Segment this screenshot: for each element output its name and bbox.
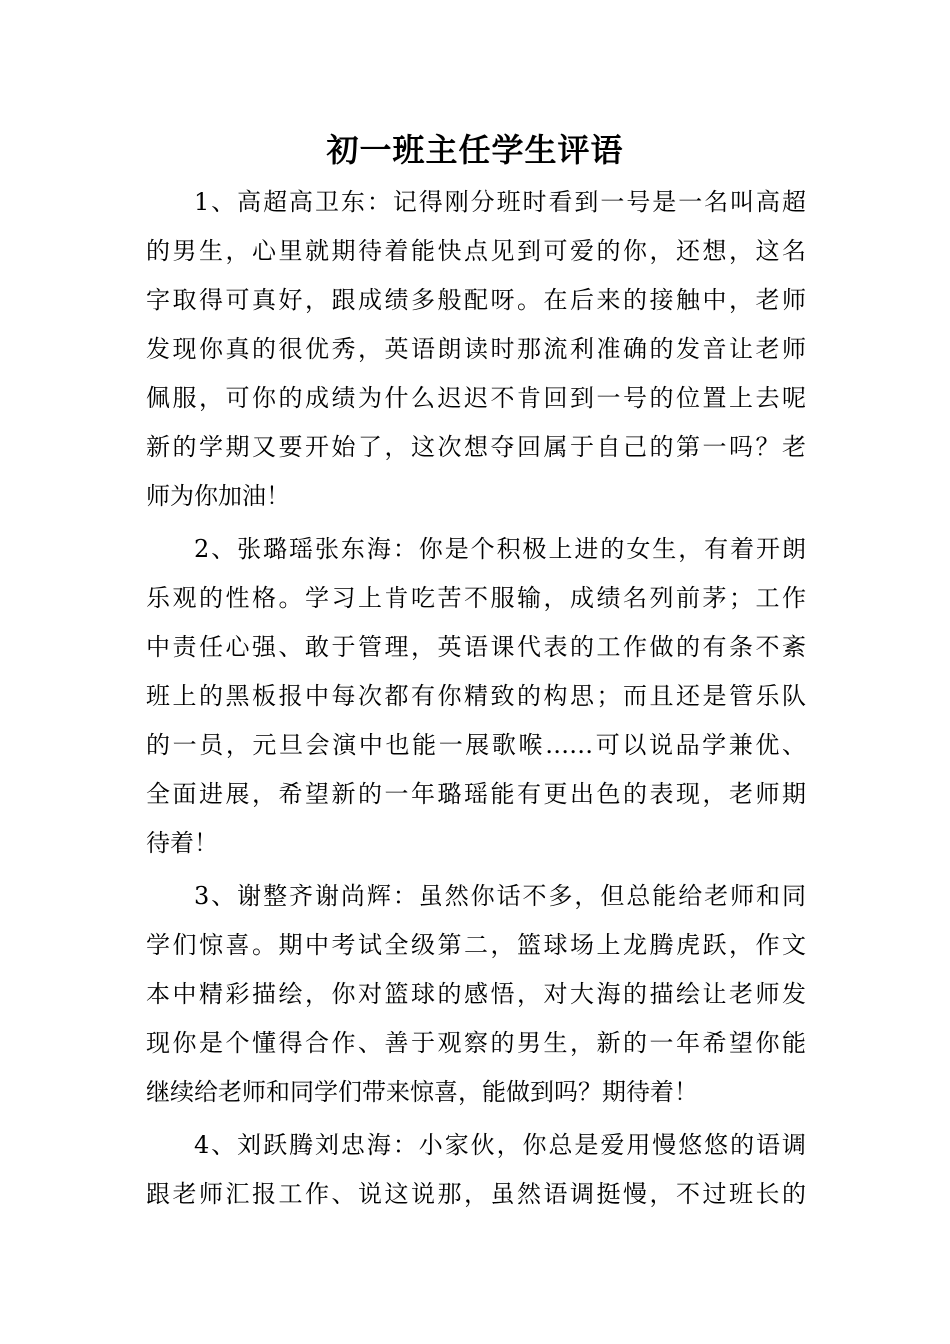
paragraph-1-line-5: 佩服，可你的成绩为什么迟迟不肯回到一号的位置上去呢 xyxy=(146,384,806,412)
paragraph-1-line-1: 1、高超高卫东：记得刚分班时看到一号是一名叫高超 xyxy=(194,188,806,216)
paragraph-2-line-6: 全面进展，希望新的一年璐瑶能有更出色的表现，老师期 xyxy=(146,780,806,808)
paragraph-3-line-5: 继续给老师和同学们带来惊喜，能做到吗？期待着！ xyxy=(146,1078,698,1106)
paragraph-2-line-4: 班上的黑板报中每次都有你精致的构思；而且还是管乐队 xyxy=(146,682,806,710)
paragraph-2-line-2: 乐观的性格。学习上肯吃苦不服输，成绩名列前茅；工作 xyxy=(146,584,806,612)
paragraph-2-line-3: 中责任心强、敢于管理，英语课代表的工作做的有条不紊 xyxy=(146,633,806,661)
paragraph-1-line-4: 发现你真的很优秀，英语朗读时那流利准确的发音让老师 xyxy=(146,335,806,363)
paragraph-2-line-7: 待着！ xyxy=(146,829,218,857)
paragraph-2-line-5: 的一员，元旦会演中也能一展歌喉……可以说品学兼优、 xyxy=(146,731,806,759)
paragraph-1-line-2: 的男生，心里就期待着能快点见到可爱的你，还想，这名 xyxy=(146,237,806,265)
paragraph-3-line-2: 学们惊喜。期中考试全级第二，篮球场上龙腾虎跃，作文 xyxy=(146,931,806,959)
paragraph-1-line-3: 字取得可真好，跟成绩多般配呀。在后来的接触中，老师 xyxy=(146,286,806,314)
paragraph-3-line-3: 本中精彩描绘，你对篮球的感悟，对大海的描绘让老师发 xyxy=(146,980,806,1008)
paragraph-4-line-2: 跟老师汇报工作、说这说那，虽然语调挺慢，不过班长的 xyxy=(146,1180,806,1208)
paragraph-3-line-4: 现你是个懂得合作、善于观察的男生，新的一年希望你能 xyxy=(146,1029,806,1057)
paragraph-1-line-7: 师为你加油！ xyxy=(146,482,290,510)
paragraph-2-line-1: 2、张璐瑶张东海：你是个积极上进的女生，有着开朗 xyxy=(194,535,806,563)
document-title: 初一班主任学生评语 xyxy=(326,131,624,169)
paragraph-1-line-6: 新的学期又要开始了，这次想夺回属于自己的第一吗？老 xyxy=(146,433,806,461)
paragraph-4-line-1: 4、刘跃腾刘忠海：小家伙，你总是爱用慢悠悠的语调 xyxy=(194,1131,806,1159)
paragraph-3-line-1: 3、谢整齐谢尚辉：虽然你话不多，但总能给老师和同 xyxy=(194,882,806,910)
